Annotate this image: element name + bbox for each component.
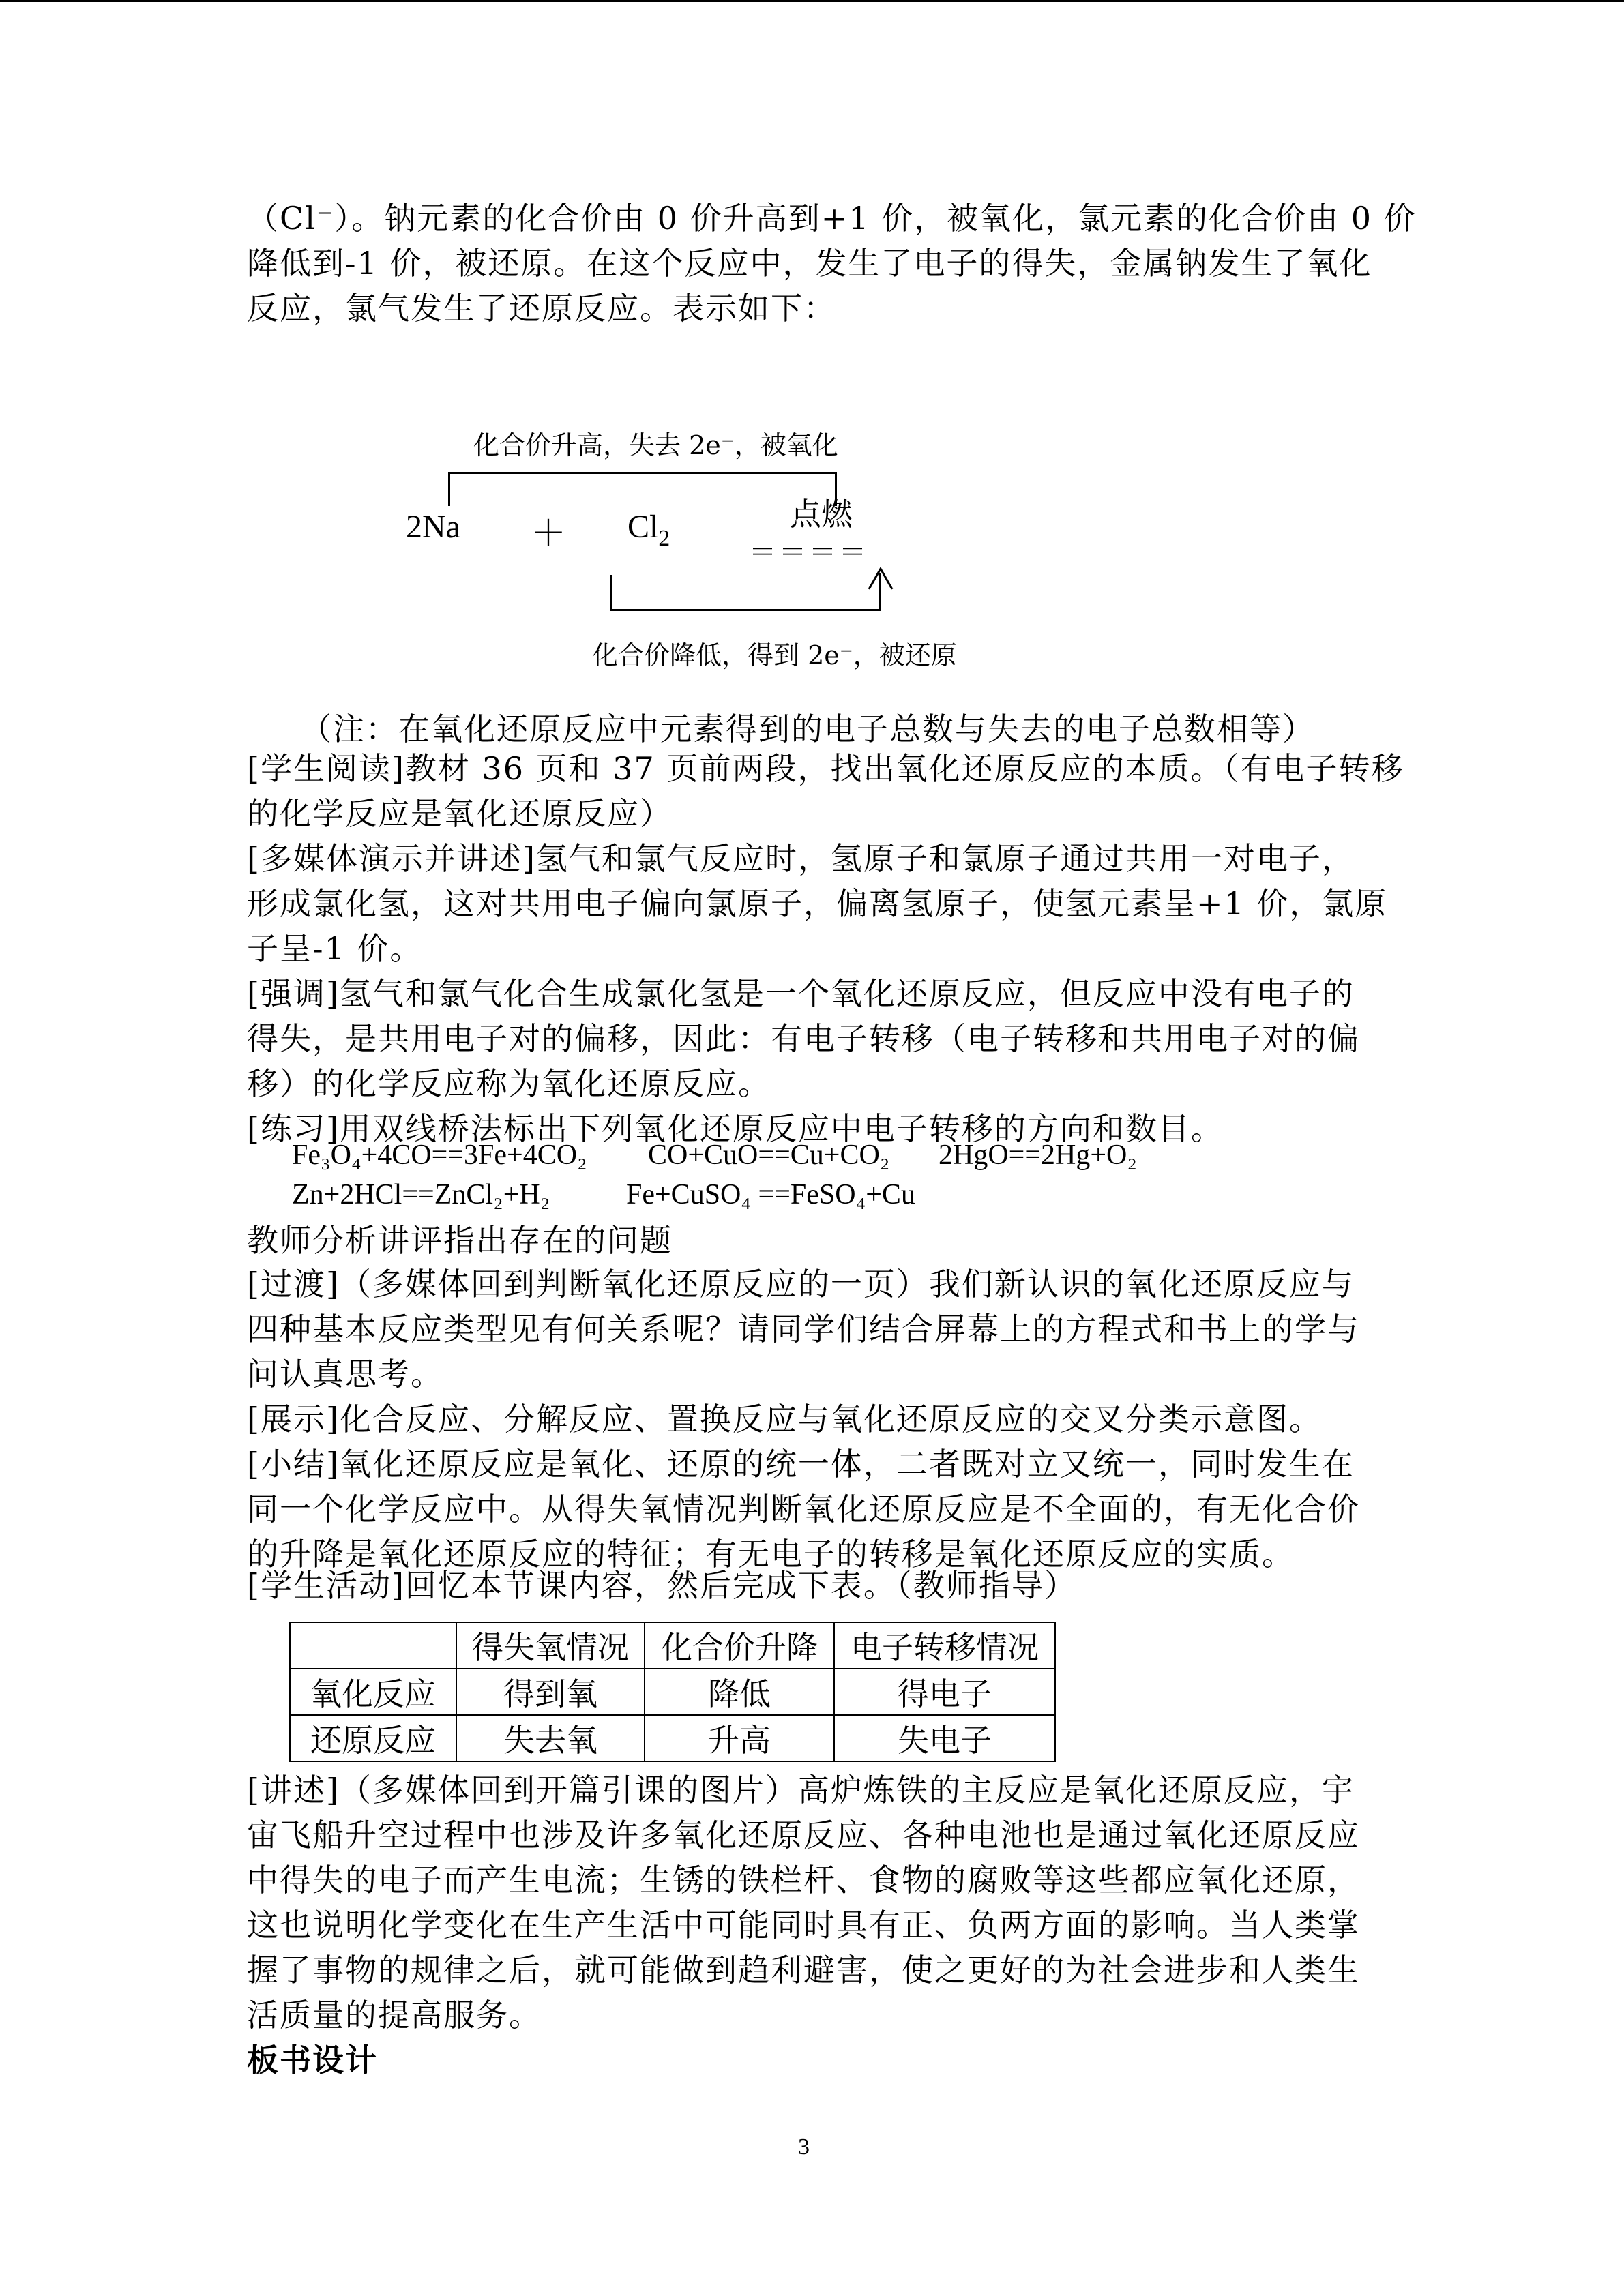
table-cell: 降低: [645, 1669, 834, 1715]
table-header-cell: 化合价升降: [645, 1622, 834, 1669]
table-header-row: [290, 1622, 1055, 1669]
top-bracket-left: [448, 472, 450, 506]
show-line: [展示]化合反应、分解反应、置换反应与氧化还原反应的交叉分类示意图。: [247, 1401, 1322, 1437]
text-line: 问认真思考。: [247, 1356, 443, 1392]
bottom-bracket-bar: [610, 609, 881, 611]
practice-line: [练习]用双线桥法标出下列氧化还原反应中电子转移的方向和数目。: [247, 1110, 1224, 1147]
formula-5: Fe+CuSO₄ ==FeSO₄+Cu: [626, 1179, 915, 1210]
reduction-note: 化合价降低，得到 2e⁻，被还原: [592, 640, 957, 670]
formula-1: Fe₃O₄+4CO==3Fe+4CO₂: [292, 1139, 587, 1171]
text-line: [强调]氢气和氯气化合生成氯化氢是一个氧化还原反应，但反应中没有电子的: [247, 975, 1355, 1012]
formula-2: CO+CuO==Cu+CO₂: [648, 1139, 890, 1171]
table-cell: 得电子: [834, 1669, 1055, 1715]
summary-table: [289, 1622, 1056, 1762]
teacher-line: 教师分析讲评指出存在的问题: [247, 1222, 673, 1259]
table-header-cell: 电子转移情况: [834, 1622, 1055, 1669]
reaction-condition: 点燃: [790, 496, 853, 533]
reading-paragraph: [247, 746, 1404, 836]
text-line: [学生阅读]教材 36 页和 37 页前两段，找出氧化还原反应的本质。（有电子转移: [247, 750, 1404, 787]
note-line: （注：在氧化还原反应中元素得到的电子总数与失去的电子总数相等）: [300, 711, 1315, 747]
equals-sign: ＝＝＝＝: [749, 537, 869, 567]
transition-paragraph: [247, 1262, 1379, 1397]
text-line: 子呈-1 价。: [247, 930, 423, 967]
table-cell: 氧化反应: [290, 1669, 456, 1715]
top-rule: [0, 0, 1624, 2]
formula-4: Zn+2HCl==ZnCl₂+H₂: [292, 1179, 550, 1210]
text-line: 宙飞船升空过程中也涉及许多氧化还原反应、各种电池也是通过氧化还原反应: [247, 1817, 1360, 1853]
arrow-up-icon: [866, 566, 895, 593]
activity-line: [学生活动]回忆本节课内容，然后完成下表。（教师指导）: [247, 1567, 1077, 1604]
oxidation-note: 化合价升高，失去 2e⁻，被氧化: [473, 430, 838, 460]
text-line: 降低到-1 价，被还原。在这个反应中，发生了电子的得失，金属钠发生了氧化: [247, 245, 1372, 282]
text-line: 的化学反应是氧化还原反应）: [247, 795, 673, 832]
intro-paragraph: [247, 196, 1417, 331]
reactant-sodium: 2Na: [406, 509, 460, 545]
emphasis-paragraph: [247, 971, 1379, 1106]
top-bracket-bar: [448, 472, 837, 474]
table-header-cell: [290, 1622, 456, 1669]
text-line: 得失，是共用电子对的偏移，因此：有电子转移（电子转移和共用电子对的偏: [247, 1020, 1360, 1057]
lecture-paragraph: [247, 1768, 1379, 2038]
table-cell: 得到氧: [456, 1669, 645, 1715]
text-line: [讲述]（多媒体回到开篇引课的图片）高炉炼铁的主反应是氧化还原反应，宇: [247, 1772, 1355, 1808]
table-cell: 还原反应: [290, 1715, 456, 1761]
demo-paragraph: [247, 836, 1388, 971]
bottom-bracket-left: [610, 575, 612, 611]
text-line: [小结]氧化还原反应是氧化、还原的统一体，二者既对立又统一，同时发生在: [247, 1446, 1355, 1482]
text-line: [多媒体演示并讲述]氢气和氯气反应时，氢原子和氯原子通过共用一对电子，: [247, 840, 1355, 877]
table-cell: 升高: [645, 1715, 834, 1761]
table-cell: 失去氧: [456, 1715, 645, 1761]
text-line: 中得失的电子而产生电流；生锈的铁栏杆、食物的腐败等这些都应氧化还原，: [247, 1862, 1360, 1898]
text-line: 同一个化学反应中。从得失氧情况判断氧化还原反应是不全面的，有无化合价: [247, 1491, 1360, 1527]
text-line: 移）的化学反应称为氧化还原反应。: [247, 1065, 771, 1102]
table-header-cell: 得失氧情况: [456, 1622, 645, 1669]
formula-3: 2HgO==2Hg+O₂: [939, 1139, 1138, 1171]
page-number: 3: [798, 2134, 810, 2160]
summary-paragraph: [247, 1442, 1379, 1577]
text-line: 形成氯化氢，这对共用电子偏向氯原子，偏离氢原子，使氢元素呈+1 价，氯原: [247, 885, 1388, 922]
text-line: 四种基本反应类型见有何关系呢？请同学们结合屏幕上的方程式和书上的学与: [247, 1311, 1360, 1347]
text-line: [过渡]（多媒体回到判断氧化还原反应的一页）我们新认识的氧化还原反应与: [247, 1266, 1355, 1302]
text-line: 活质量的提高服务。: [247, 1997, 542, 2033]
text-line: 反应，氯气发生了还原反应。表示如下：: [247, 290, 836, 327]
plus-sign: ＋: [531, 515, 567, 554]
reactant-chlorine: $Cl_2$: [628, 509, 670, 551]
table-row: [290, 1669, 1055, 1715]
text-line: 握了事物的规律之后，就可能做到趋利避害，使之更好的为社会进步和人类生: [247, 1952, 1360, 1988]
board-design-heading: 板书设计: [247, 2042, 378, 2078]
table-cell: 失电子: [834, 1715, 1055, 1761]
text-line: 的升降是氧化还原反应的特征；有无电子的转移是氧化还原反应的实质。: [247, 1536, 1295, 1572]
text-line: （Cl⁻）。钠元素的化合价由 0 价升高到+1 价，被氧化，氯元素的化合价由 0 价: [247, 200, 1417, 237]
table-row: [290, 1715, 1055, 1761]
text-line: 这也说明化学变化在生产生活中可能同时具有正、负两方面的影响。当人类掌: [247, 1907, 1360, 1943]
